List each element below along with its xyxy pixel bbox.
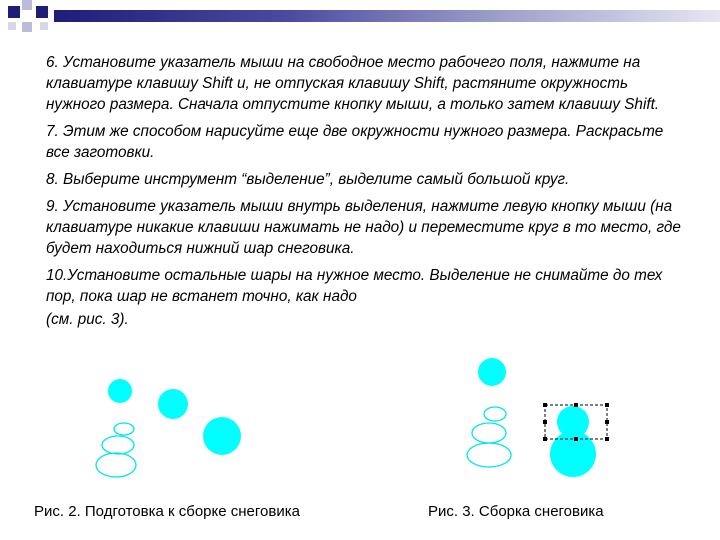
outline-large-circle <box>467 443 511 467</box>
instruction-step-10: 10.Установите остальные шары на нужное место. Выделение не снимайте до тех пор, пока шар не встанет точно, как надо <box>46 267 663 305</box>
small-ball <box>108 379 132 403</box>
large-ball <box>203 417 241 455</box>
medium-ball <box>158 389 188 419</box>
instruction-reference: (см. рис. 3). <box>46 311 129 328</box>
outline-small-circle <box>484 407 506 421</box>
figure-2-illustration <box>96 379 241 477</box>
instruction-step-9: 9. Установите указатель мыши внутрь выделения, нажмите левую кнопку мыши (на клавиатуре никакие клавиши нажимать не надо) и переместите круг в то место, где будет находиться нижний шар снеговика. <box>46 198 681 257</box>
large-ball <box>550 431 596 477</box>
instruction-step-8: 8. Выберите инструмент “выделение”, выделите самый большой круг. <box>46 171 570 188</box>
outline-large-circle <box>96 453 136 477</box>
outline-medium-circle <box>102 436 134 454</box>
instruction-step-6: 6. Установите указатель мыши на свободное место рабочего поля, нажмите на клавиатуре клавишу Shift и, не отпуская клавишу Shift, растяните окружность нужного размера. Сначала отпустите кнопку мыши, а только затем клавишу Shift. <box>46 54 660 113</box>
figure-2-caption: Рис. 2. Подготовка к сборке снеговика <box>34 503 300 520</box>
outline-small-circle <box>114 423 134 435</box>
instruction-step-7: 7. Этим же способом нарисуйте еще две окружности нужного размера. Раскрасьте все заготовки. <box>46 123 664 161</box>
small-ball <box>478 358 506 386</box>
outline-medium-circle <box>472 423 506 443</box>
figure-3-caption: Рис. 3. Сборка снеговика <box>428 503 604 520</box>
figure-3-illustration <box>467 358 609 477</box>
